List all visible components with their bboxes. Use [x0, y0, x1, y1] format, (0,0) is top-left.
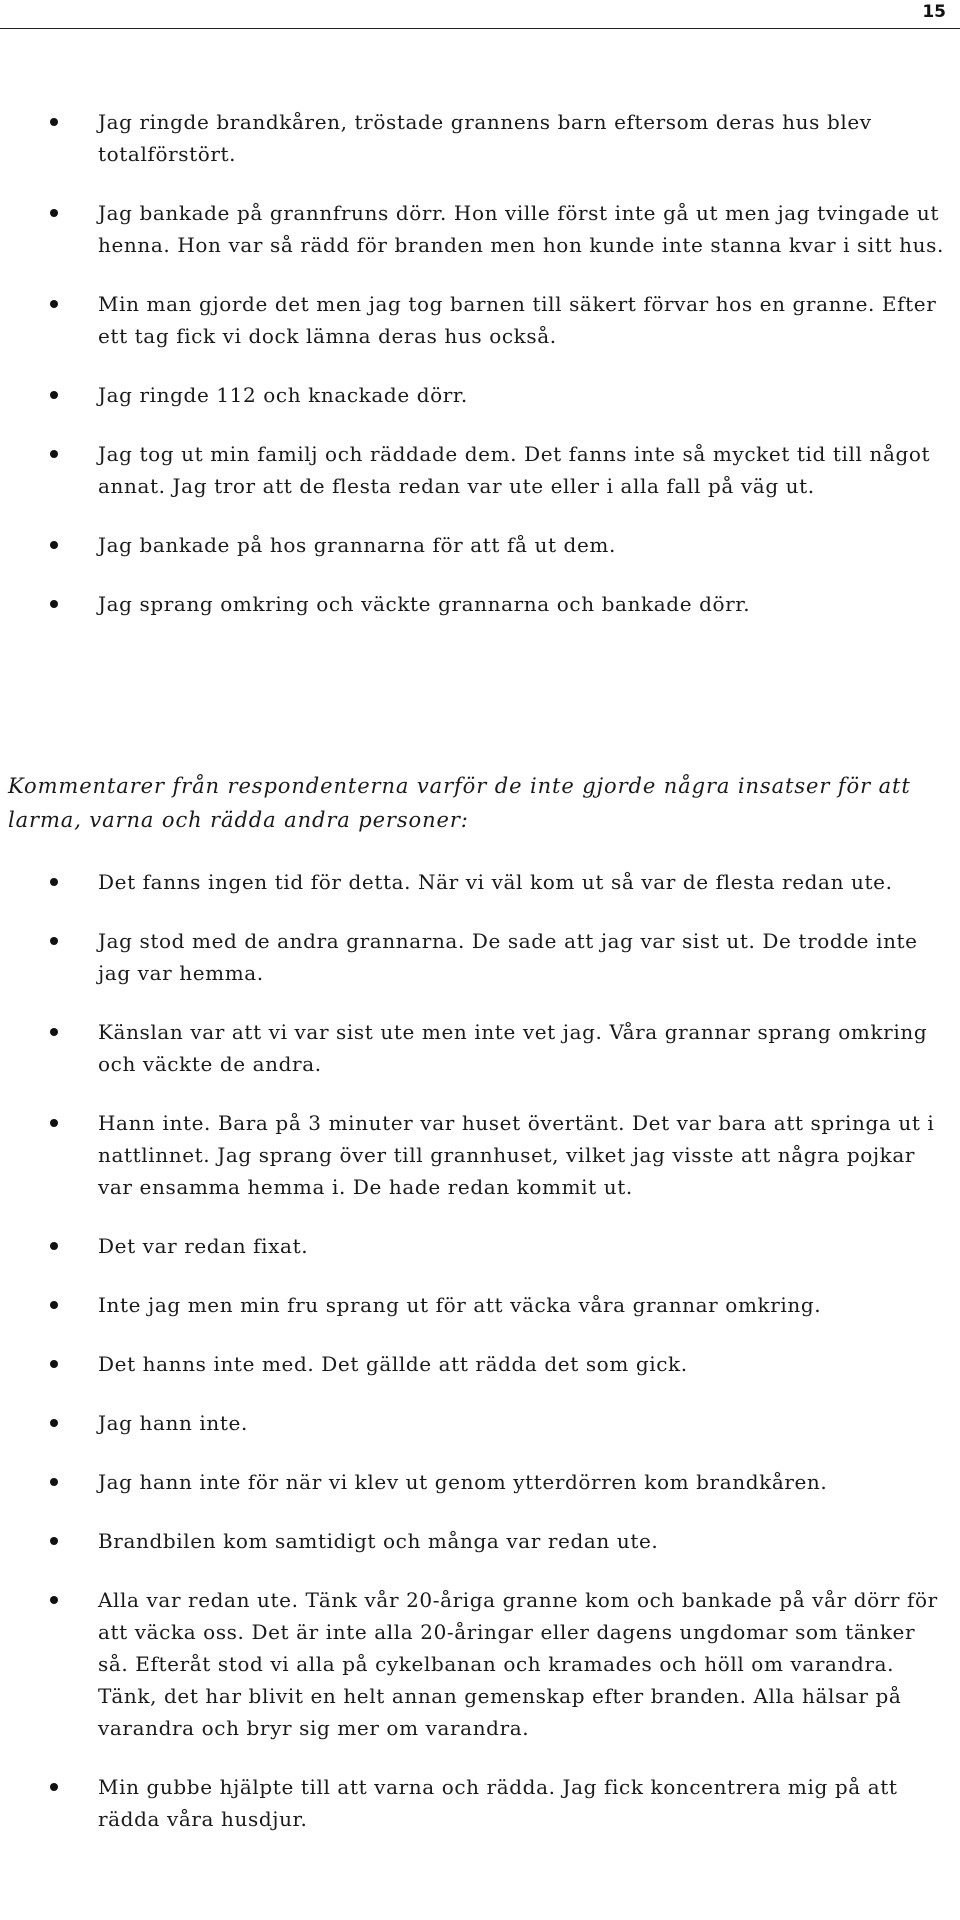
list-item: Jag sprang omkring och väckte grannarna och bankade dörr. — [0, 588, 960, 620]
page-header — [0, 0, 960, 29]
list-item: Jag bankade på grannfruns dörr. Hon ville först inte gå ut men jag tvingade ut henna. Hon var så rädd för branden men hon kunde inte stanna kvar i sitt hus. — [0, 197, 960, 261]
list-item: Känslan var att vi var sist ute men inte vet jag. Våra grannar sprang omkring och väckte de andra. — [0, 1016, 960, 1080]
actions-list — [0, 106, 960, 647]
comments-list — [0, 866, 960, 1862]
list-item: Jag bankade på hos grannarna för att få ut dem. — [0, 529, 960, 561]
list-item: Det var redan fixat. — [0, 1230, 960, 1262]
list-item: Jag stod med de andra grannarna. De sade att jag var sist ut. De trodde inte jag var hemma. — [0, 925, 960, 989]
list-item: Hann inte. Bara på 3 minuter var huset övertänt. Det var bara att springa ut i nattlinnet. Jag sprang över till grannhuset, vilket jag visste att några pojkar var ensamma hemma i. De hade redan kommit ut. — [0, 1107, 960, 1203]
list-item: Min gubbe hjälpte till att varna och rädda. Jag fick koncentrera mig på att rädda våra husdjur. — [0, 1771, 960, 1835]
page-number: 15 — [922, 2, 946, 22]
list-item: Jag ringde brandkåren, tröstade grannens barn eftersom deras hus blev totalförstört. — [0, 106, 960, 170]
list-item: Jag tog ut min familj och räddade dem. Det fanns inte så mycket tid till något annat. Jag tror att de flesta redan var ute eller i alla fall på väg ut. — [0, 438, 960, 502]
list-item: Brandbilen kom samtidigt och många var redan ute. — [0, 1525, 960, 1557]
list-item: Det fanns ingen tid för detta. När vi väl kom ut så var de flesta redan ute. — [0, 866, 960, 898]
section-heading: Kommentarer från respondenterna varför de inte gjorde några insatser för att larma, varna och rädda andra personer: — [8, 774, 911, 832]
list-item: Det hanns inte med. Det gällde att rädda det som gick. — [0, 1348, 960, 1380]
list-item: Inte jag men min fru sprang ut för att väcka våra grannar omkring. — [0, 1289, 960, 1321]
list-item: Min man gjorde det men jag tog barnen till säkert förvar hos en granne. Efter ett tag fick vi dock lämna deras hus också. — [0, 288, 960, 352]
list-item: Jag ringde 112 och knackade dörr. — [0, 379, 960, 411]
list-item: Alla var redan ute. Tänk vår 20-åriga granne kom och bankade på vår dörr för att väcka oss. Det är inte alla 20-åringar eller dagens ungdomar som tänker så. Efteråt stod vi alla på cykelbanan och kramades och höll om varandra. Tänk, det har blivit en helt annan gemenskap efter branden. Alla hälsar på varandra och bryr sig mer om varandra. — [0, 1584, 960, 1744]
list-item: Jag hann inte. — [0, 1407, 960, 1439]
list-item: Jag hann inte för när vi klev ut genom ytterdörren kom brandkåren. — [0, 1466, 960, 1498]
